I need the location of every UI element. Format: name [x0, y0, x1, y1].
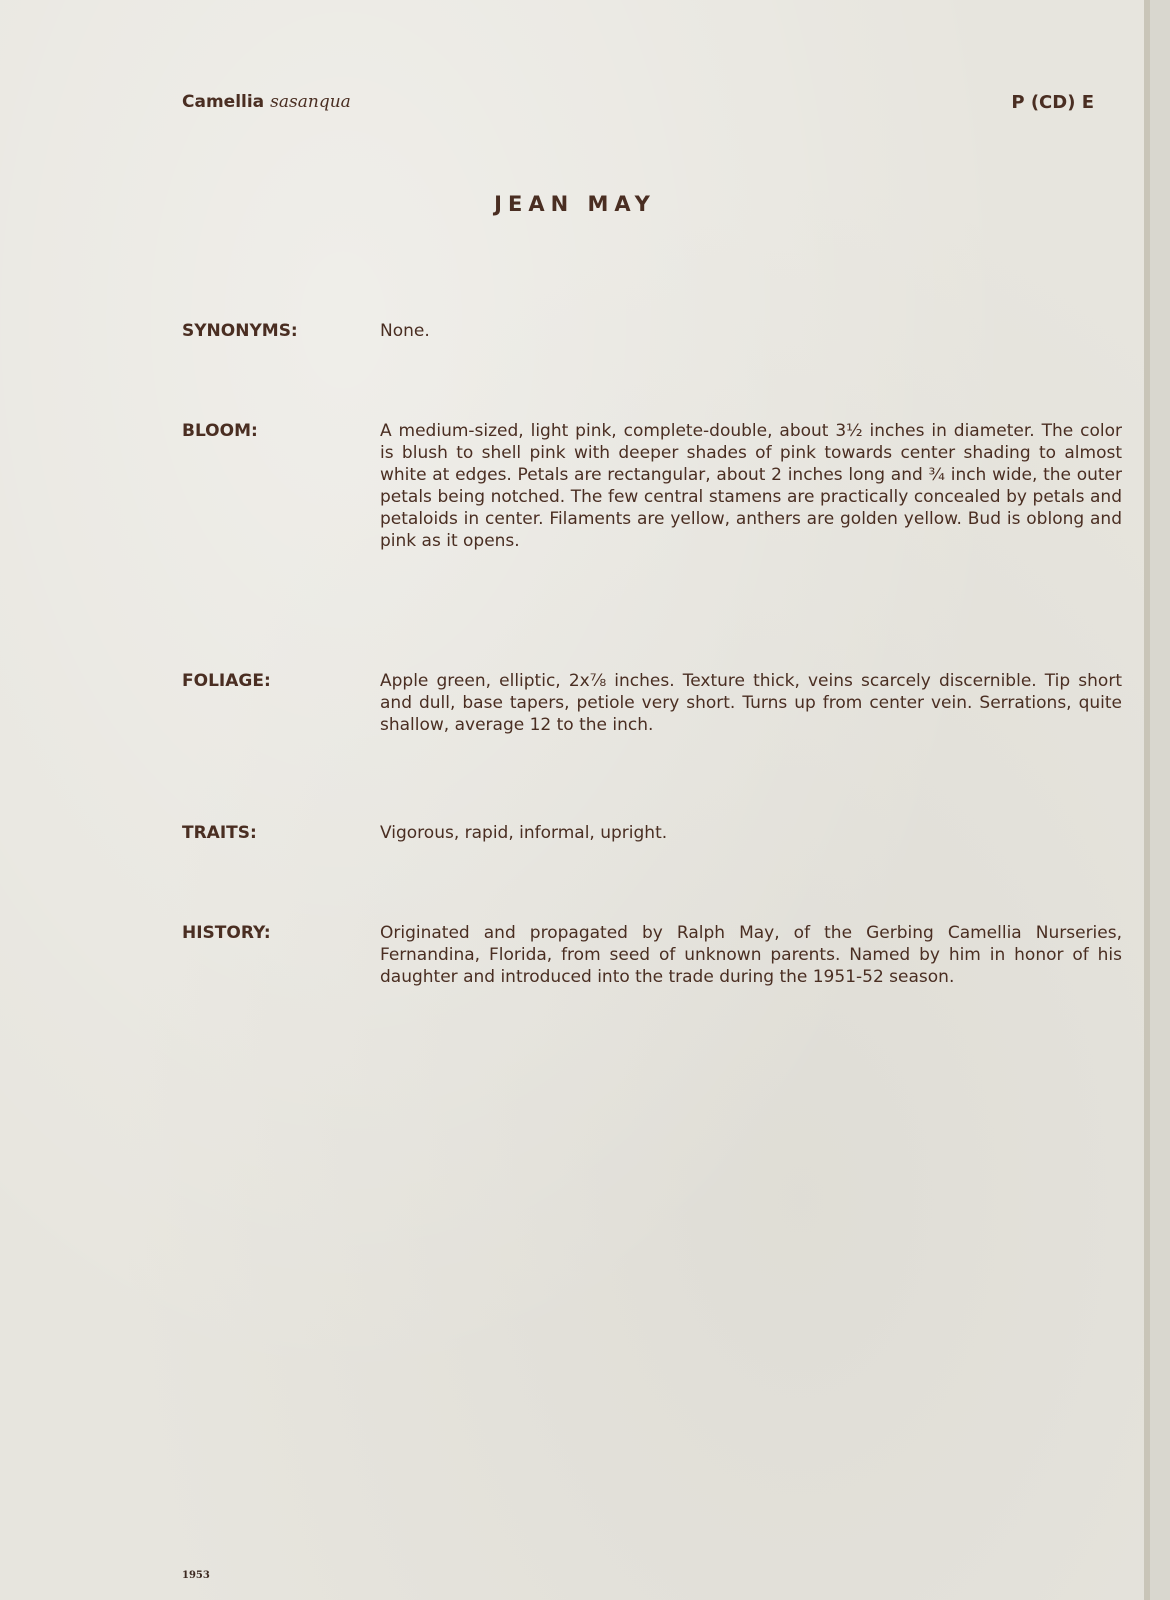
- species-name: sasanqua: [270, 92, 351, 112]
- section-text: A medium-sized, light pink, complete-double, about 3½ inches in diameter. The color is blush to shell pink with deeper shades of pink towards center shading to almost white at edges. Petals are rectangular, about 2 inches long and ¾ inch wide, the outer petals being notched. The few central stamens are practically concealed by petals and petaloids in center. Filaments are yellow, anthers are golden yellow. Bud is oblong and pink as it opens.: [380, 421, 1122, 551]
- genus-species-header: [182, 92, 351, 112]
- section-bloom: [182, 420, 1122, 552]
- section-text: Originated and propagated by Ralph May, of the Gerbing Camellia Nurseries, Fernandina, Florida, from seed of unknown parents. Named by him in honor of his daughter and introduced into the trade during the 1951-52 season.: [380, 923, 1122, 987]
- section-label: FOLIAGE:: [182, 671, 271, 691]
- section-foliage: [182, 670, 1122, 736]
- section-history: [182, 922, 1122, 988]
- section-label: SYNONYMS:: [182, 321, 298, 341]
- section-text: None.: [380, 321, 430, 341]
- footer-year: 1953: [182, 1570, 210, 1581]
- section-label: TRAITS:: [182, 823, 257, 843]
- genus-name: Camellia: [182, 92, 265, 112]
- section-text: Vigorous, rapid, informal, upright.: [380, 823, 668, 843]
- section-text: Apple green, elliptic, 2x⅞ inches. Texture thick, veins scarcely discernible. Tip short and dull, base tapers, petiole very short. Turns up from center vein. Serrations, quite shallow, average 12 to the inch.: [380, 671, 1122, 735]
- classification-code: P (CD) E: [1011, 92, 1094, 113]
- section-label: BLOOM:: [182, 421, 258, 441]
- section-label: HISTORY:: [182, 923, 271, 943]
- page-title: JEAN MAY: [494, 192, 656, 216]
- section-traits: [182, 822, 1122, 844]
- section-synonyms: [182, 320, 1122, 342]
